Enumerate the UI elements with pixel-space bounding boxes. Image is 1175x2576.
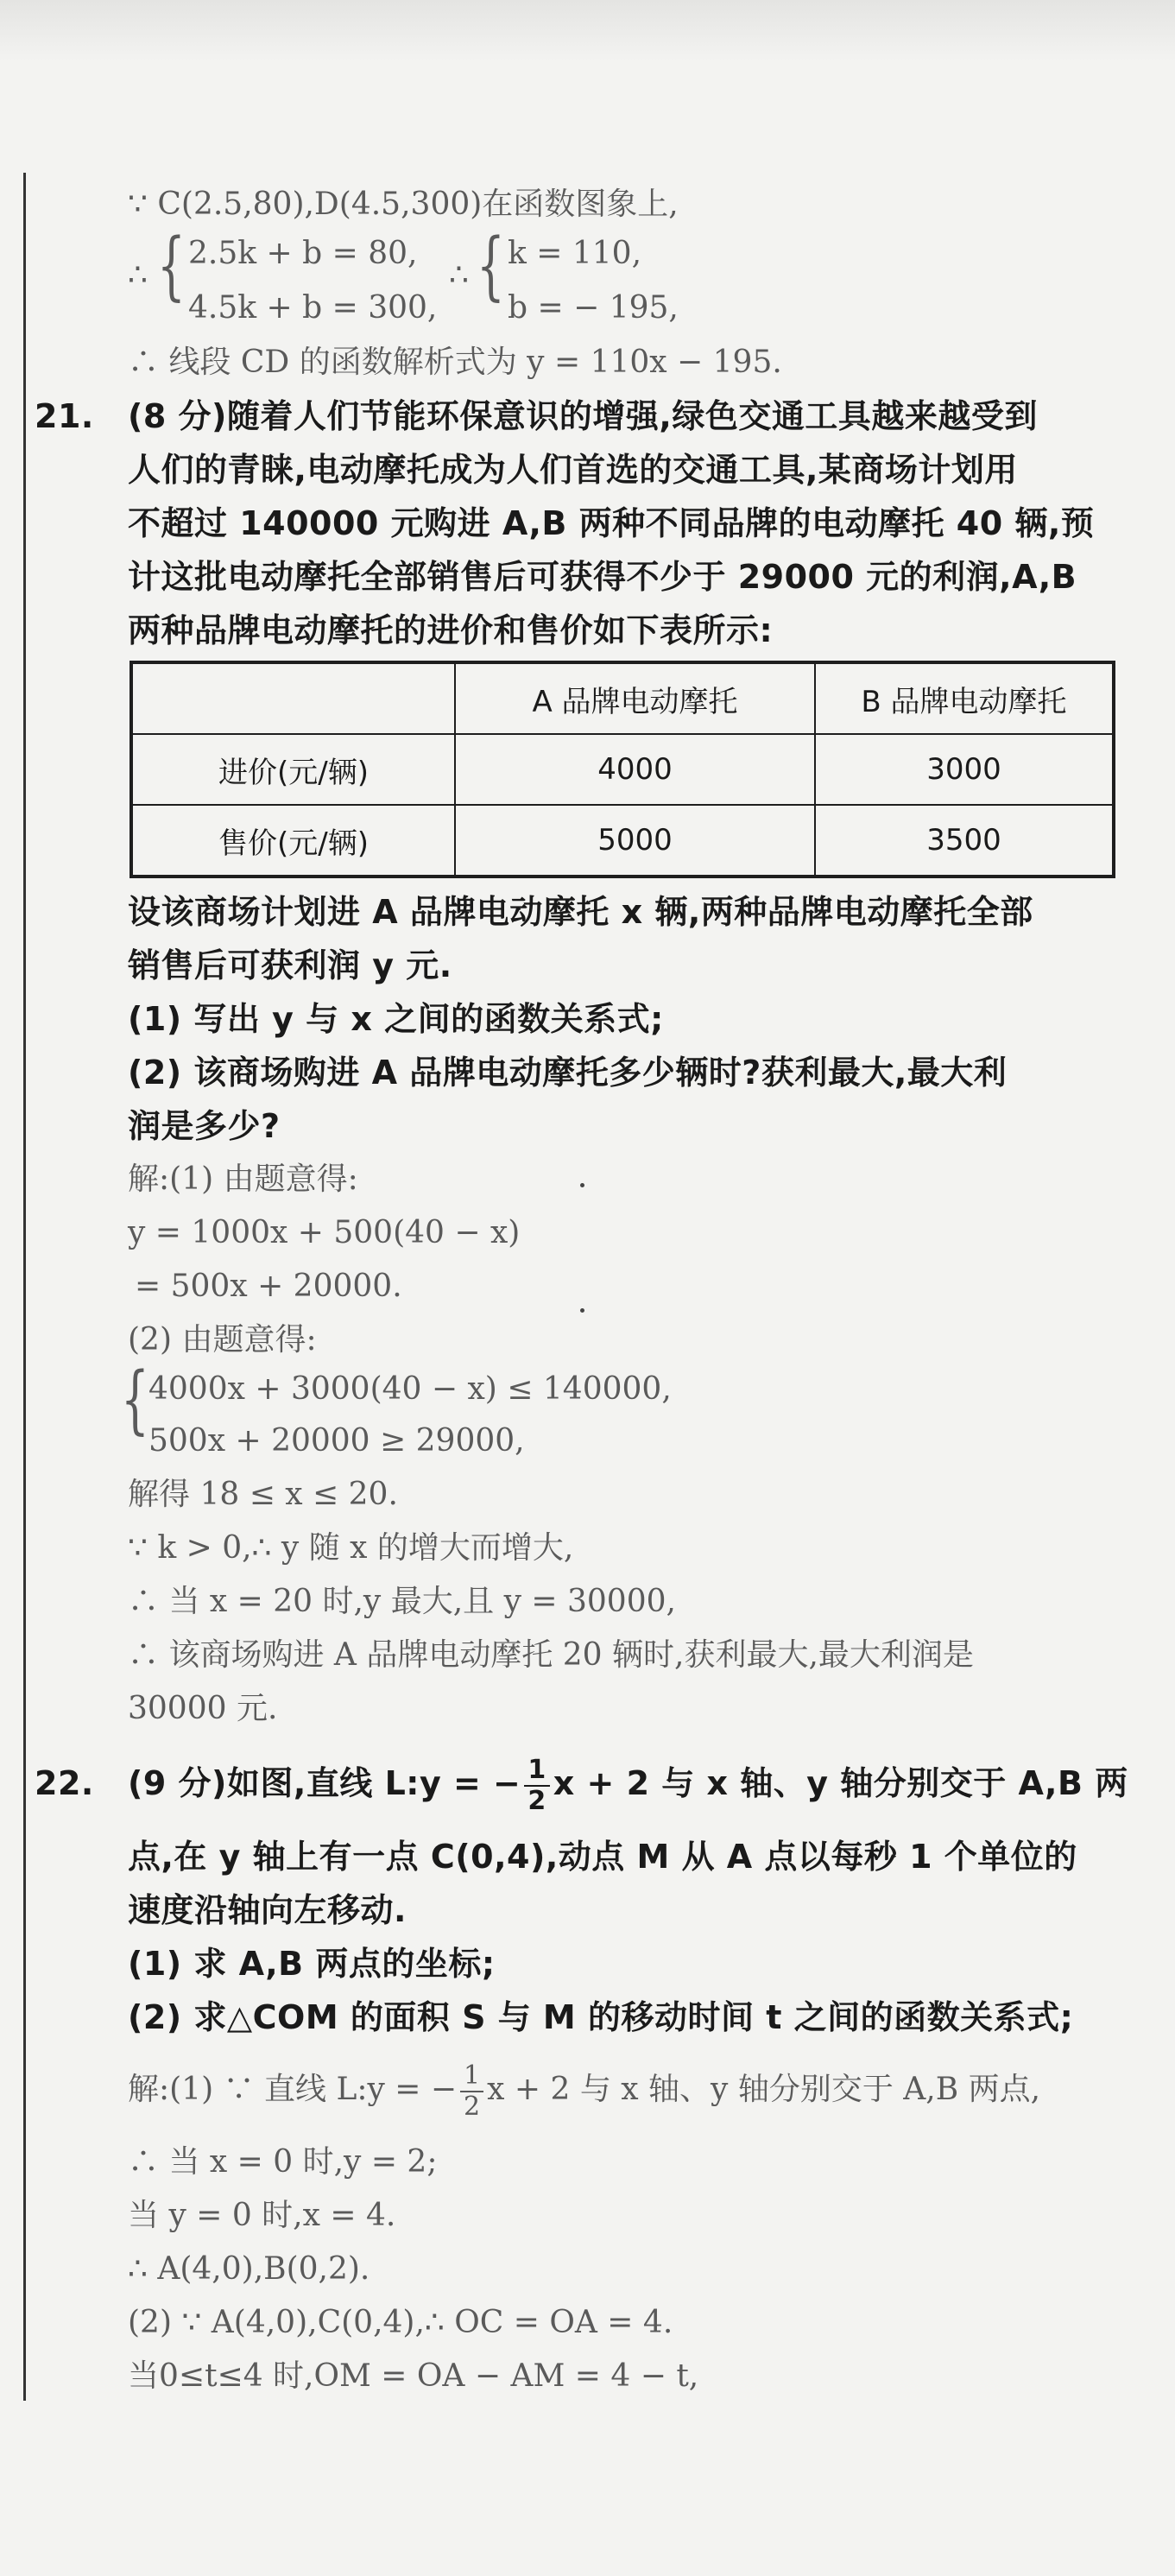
fraction-one-half bbox=[460, 2061, 483, 2122]
prev-system1-eq-a: 2.5k + b = 80, bbox=[188, 236, 418, 271]
table-cell: 4000 bbox=[455, 734, 815, 805]
table-cell: 5000 bbox=[455, 805, 815, 877]
q22-solution-line-2: ∴ 当 x = 0 时,y = 2; bbox=[128, 2144, 438, 2180]
table-header-cell: A 品牌电动摩托 bbox=[455, 662, 815, 734]
q22-solution-line-1 bbox=[128, 2060, 1040, 2120]
q21-solution-line-8: ∴ 该商场购进 A 品牌电动摩托 20 辆时,获利最大,最大利润是 bbox=[128, 1637, 974, 1673]
q21-solution-line-5: 解得 18 ≤ x ≤ 20. bbox=[128, 1477, 398, 1512]
q21-part-2-cont: 润是多少? bbox=[128, 1107, 281, 1145]
table-row bbox=[131, 734, 1114, 805]
fraction-denominator: 2 bbox=[527, 1785, 546, 1816]
q22-line-1 bbox=[128, 1753, 1128, 1816]
q21-line-3: 不超过 140000 元购进 A,B 两种不同品牌的电动摩托 40 辆,预 bbox=[128, 504, 1095, 542]
q22-line-3: 速度沿轴向左移动. bbox=[128, 1891, 407, 1929]
prev-solution-conclusion: ∴ 线段 CD 的函数解析式为 y = 110x − 195. bbox=[128, 345, 782, 380]
scan-speck bbox=[580, 1308, 584, 1313]
q22-solution-line-5: (2) ∵ A(4,0),C(0,4),∴ OC = OA = 4. bbox=[128, 2305, 673, 2340]
q21-line-4: 计这批电动摩托全部销售后可获得不少于 29000 元的利润,A,B bbox=[128, 558, 1077, 596]
q21-line-1: (8 分)随着人们节能环保意识的增强,绿色交通工具越来越受到 bbox=[128, 397, 1038, 435]
fraction-one-half bbox=[524, 1756, 549, 1816]
system-brace-3: { bbox=[121, 1357, 149, 1443]
prev-system2-eq-b: b = − 195, bbox=[508, 290, 679, 326]
q21-part-1: (1) 写出 y 与 x 之间的函数关系式; bbox=[128, 1000, 664, 1038]
q22-part-2: (2) 求△COM 的面积 S 与 M 的移动时间 t 之间的函数关系式; bbox=[128, 1998, 1074, 2036]
q22-solution-line-3: 当 y = 0 时,x = 4. bbox=[128, 2198, 396, 2233]
table-header-cell bbox=[131, 662, 455, 734]
q22-number: 22. bbox=[35, 1764, 94, 1802]
q21-solution-line-7: ∴ 当 x = 20 时,y 最大,且 y = 30000, bbox=[128, 1584, 676, 1619]
q21-system-eq-b: 500x + 20000 ≥ 29000, bbox=[148, 1423, 525, 1459]
fraction-numerator: 1 bbox=[524, 1756, 549, 1787]
q21-solution-line-2: y = 1000x + 500(40 − x) bbox=[128, 1215, 521, 1250]
q21-solution-line-1: 解:(1) 由题意得: bbox=[128, 1161, 358, 1197]
q21-solution-line-3: = 500x + 20000. bbox=[135, 1269, 402, 1304]
fraction-denominator: 2 bbox=[464, 2092, 481, 2122]
q21-solution-line-4: (2) 由题意得: bbox=[128, 1322, 317, 1358]
table-cell: 3000 bbox=[815, 734, 1114, 805]
q21-line-2: 人们的青睐,电动摩托成为人们首选的交通工具,某商场计划用 bbox=[128, 451, 1018, 489]
table-row bbox=[131, 805, 1114, 877]
prev-solution-line1: ∵ C(2.5,80),D(4.5,300)在函数图象上, bbox=[128, 187, 679, 222]
q21-after-line-2: 销售后可获利润 y 元. bbox=[128, 946, 452, 984]
system-brace-1: { bbox=[157, 223, 186, 309]
table-cell: 进价(元/辆) bbox=[131, 734, 455, 805]
q22-solution-line-6: 当0≤t≤4 时,OM = OA − AM = 4 − t, bbox=[128, 2358, 699, 2394]
q22-line-1-pre: (9 分)如图,直线 L:y = − bbox=[128, 1764, 521, 1802]
q22-solution-line-1-pre: 解:(1) ∵ 直线 L:y = − bbox=[128, 2072, 458, 2107]
therefore-symbol-1: ∴ bbox=[128, 257, 148, 293]
left-margin-rule bbox=[23, 173, 26, 2401]
q21-solution-line-9: 30000 元. bbox=[128, 1691, 278, 1726]
q22-line-2: 点,在 y 轴上有一点 C(0,4),动点 M 从 A 点以每秒 1 个单位的 bbox=[128, 1838, 1077, 1876]
table-header-cell: B 品牌电动摩托 bbox=[815, 662, 1114, 734]
q22-part-1: (1) 求 A,B 两点的坐标; bbox=[128, 1945, 496, 1983]
prev-system2-eq-a: k = 110, bbox=[508, 236, 642, 271]
table-cell: 售价(元/辆) bbox=[131, 805, 455, 877]
q21-part-2: (2) 该商场购进 A 品牌电动摩托多少辆时?获利最大,最大利 bbox=[128, 1054, 1008, 1092]
q21-after-line-1: 设该商场计划进 A 品牌电动摩托 x 辆,两种品牌电动摩托全部 bbox=[128, 893, 1033, 931]
q21-solution-line-6: ∵ k > 0,∴ y 随 x 的增大而增大, bbox=[128, 1530, 574, 1566]
q22-solution-line-4: ∴ A(4,0),B(0,2). bbox=[128, 2251, 370, 2287]
system-brace-2: { bbox=[477, 223, 505, 309]
therefore-symbol-2: ∴ bbox=[449, 257, 469, 293]
prev-system1-eq-b: 4.5k + b = 300, bbox=[188, 290, 438, 326]
q22-line-1-post: x + 2 与 x 轴、y 轴分别交于 A,B 两 bbox=[553, 1764, 1128, 1802]
q21-line-5: 两种品牌电动摩托的进价和售价如下表所示: bbox=[128, 611, 774, 649]
q21-number: 21. bbox=[35, 397, 94, 435]
table-cell: 3500 bbox=[815, 805, 1114, 877]
price-table bbox=[130, 661, 1115, 878]
fraction-numerator: 1 bbox=[460, 2061, 483, 2092]
q22-solution-line-1-post: x + 2 与 x 轴、y 轴分别交于 A,B 两点, bbox=[487, 2072, 1041, 2107]
table-header-row bbox=[131, 662, 1114, 734]
scan-speck bbox=[580, 1183, 584, 1187]
q21-system-eq-a: 4000x + 3000(40 − x) ≤ 140000, bbox=[148, 1371, 672, 1407]
